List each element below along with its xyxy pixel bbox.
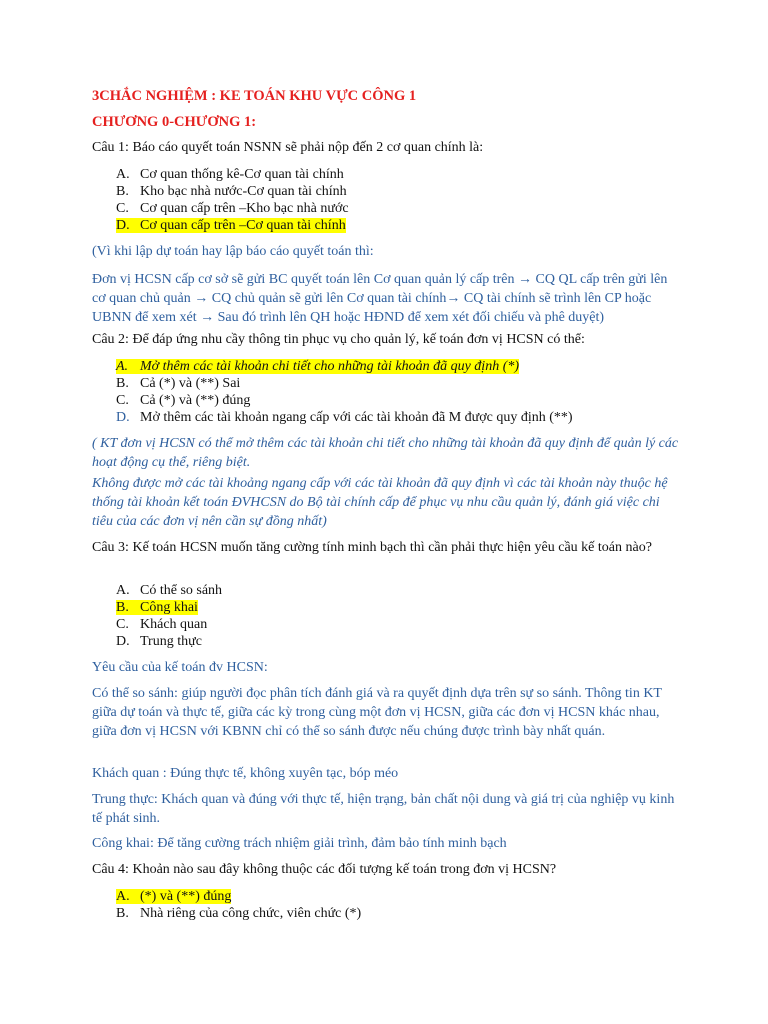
explanation-3-publicity: Công khai: Để tăng cường trách nhiệm giải trình, đảm bảo tính minh bạch	[92, 836, 507, 851]
option-c: C. Cả (*) và (**) đúng	[116, 393, 251, 408]
explanation-1-body: Đơn vị HCSN cấp cơ sở sẽ gửi BC quyết toán lên Cơ quan quản lý cấp trên → CQ QL cấp trên gửi lên cơ quan chủ quản → CQ chủ quản sẽ gửi lên Cơ quan tài chính→ CQ tài chính sẽ trình lên CP hoặc UBNN để xem xét → Sau đó trình lên QH hoặc HĐND để xem xét đối chiếu và phê duyệt)	[92, 272, 668, 325]
question-label: Câu 2:	[92, 332, 129, 347]
question-label: Câu 4:	[92, 862, 129, 877]
question-label: Câu 1:	[92, 140, 129, 155]
option-a: A. Có thể so sánh	[116, 583, 223, 598]
question-text: Khoản nào sau đây không thuộc các đối tượng kế toán trong đơn vị HCSN?	[132, 862, 557, 877]
question-text: Để đáp ứng nhu cầy thông tin phục vụ cho quản lý, kế toán đơn vị HCSN có thể:	[132, 332, 585, 347]
option-b: B. Cả (*) và (**) Sai	[116, 376, 241, 391]
explanation-3-heading: Yêu cầu của kế toán đv HCSN:	[92, 660, 268, 675]
question-1	[92, 138, 682, 158]
question-4	[92, 860, 682, 880]
document-title: 3CHẮC NGHIỆM : KE TOÁN KHU VỰC CÔNG 1	[92, 88, 417, 104]
explanation-2-part-1: ( KT đơn vị HCSN có thể mở thêm các tài khoản chi tiết cho những tài khoản đã quy định để quản lý các hoạt động cụ thể, riêng biệt.	[92, 436, 679, 470]
option-b: B. Nhà riêng của công chức, viên chức (*)	[116, 906, 362, 921]
explanation-3-honesty: Trung thực: Khách quan và đúng với thực tế, hiện trạng, bản chất nội dung và giá trị của nghiệp vụ kinh tế phát sinh.	[92, 792, 675, 826]
question-text: Báo cáo quyết toán NSNN sẽ phải nộp đến 2 cơ quan chính là:	[132, 140, 484, 155]
question-2	[92, 330, 682, 350]
question-2-options	[116, 358, 573, 426]
option-d: D. Trung thực	[116, 634, 202, 649]
question-text: Kế toán HCSN muốn tăng cường tính minh bạch thì cần phải thực hiện yêu cầu kế toán nào?	[132, 540, 652, 555]
question-1-options	[116, 166, 349, 234]
explanation-1-intro: (Vì khi lập dự toán hay lập báo cáo quyết toán thì:	[92, 244, 374, 259]
question-3-options	[116, 582, 222, 650]
option-b-highlighted: B. Công khai	[116, 600, 198, 615]
question-4-options	[116, 888, 361, 922]
question-label: Câu 3:	[92, 540, 129, 555]
option-b: B. Kho bạc nhà nước-Cơ quan tài chính	[116, 184, 347, 199]
explanation-3-comparability: Có thể so sánh: giúp người đọc phân tích đánh giá và ra quyết định dựa trên sự so sánh. Thông tin KT giữa dự toán và thực tế, giữa các kỳ trong cùng một đơn vị HCSN, giữa các đơn vị HCSN khác nhau, giữa đơn vị HCSN với KBNN chỉ có thể so sánh được nếu chúng được trình bày nhất quán.	[92, 686, 662, 739]
option-c: C. Cơ quan cấp trên –Kho bạc nhà nước	[116, 201, 349, 216]
option-d-highlighted: D. Cơ quan cấp trên –Cơ quan tài chính	[116, 218, 346, 233]
explanation-2-part-2: Không được mở các tài khoảng ngang cấp với các tài khoản đã quy định vì các tài khoản này thuộc hệ thống tài khoản kết toán ĐVHCSN do Bộ tài chính cấp để phục vụ nhu cầu quản lý, đánh giá việc chi tiêu của các đơn vị nên cần sự đồng nhất)	[92, 476, 668, 529]
explanation-3-objectivity: Khách quan : Đúng thực tế, không xuyên tạc, bóp méo	[92, 766, 399, 781]
option-a-highlighted: A. Mở thêm các tài khoản chi tiết cho những tài khoản đã quy định (*)	[116, 359, 520, 374]
option-c: C. Khách quan	[116, 617, 208, 632]
chapter-heading: CHƯƠNG 0-CHƯƠNG 1:	[92, 114, 257, 130]
option-a: A. Cơ quan thống kê-Cơ quan tài chính	[116, 167, 344, 182]
option-d: D. Mở thêm các tài khoản ngang cấp với các tài khoản đã M được quy định (**)	[116, 410, 573, 425]
option-a-highlighted: A. (*) và (**) đúng	[116, 889, 232, 904]
question-3	[92, 538, 682, 558]
